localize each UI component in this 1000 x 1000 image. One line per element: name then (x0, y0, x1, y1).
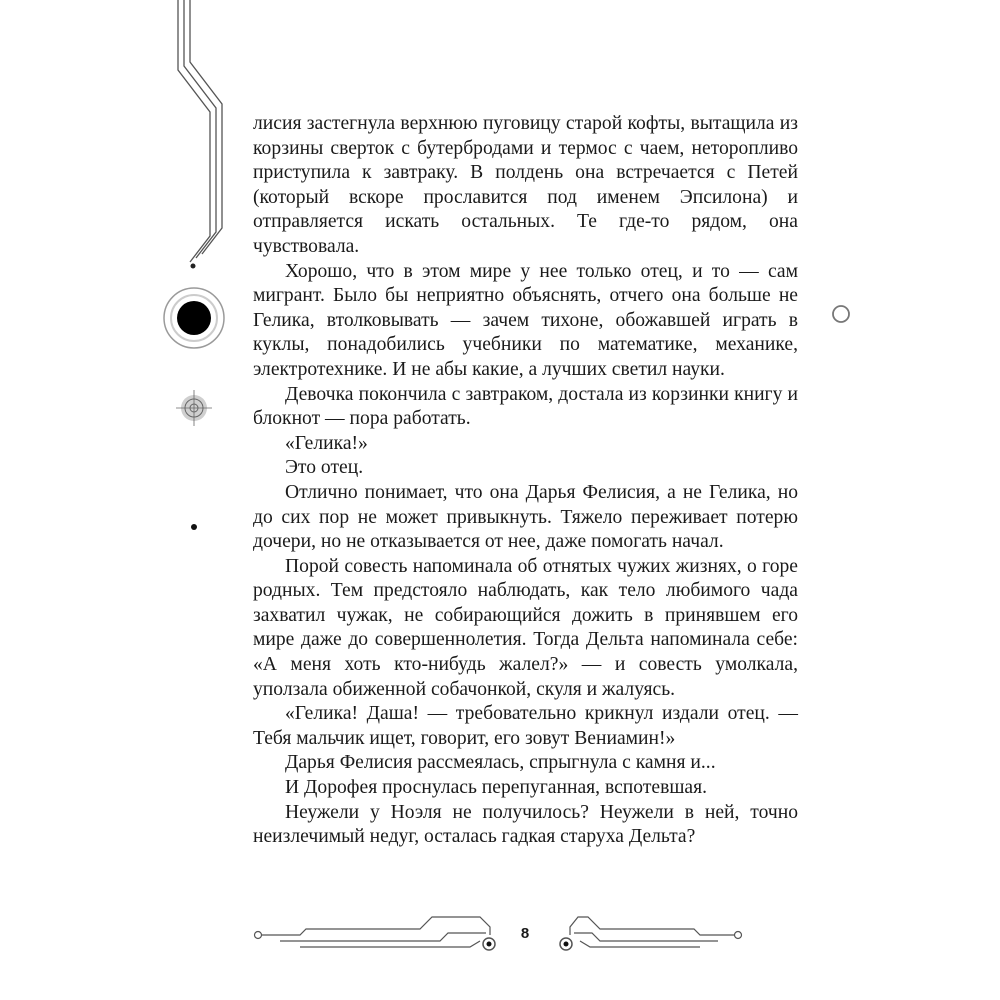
paragraph-4: «Гелика!» (285, 432, 368, 454)
paragraph-7: Порой совесть напоминала об отнятых чужих жизнях, о горе родных. Тем предстояло наблюдать, как тело любимого чада захватил чужак, не собирающийся дожить в принявшем его мире даже до совершеннолетия. Тогда Дельта напоминала себе: «А меня хоть кто-нибудь жалел?» — и совесть умолкала, уползала обиженной собачонкой, скуля и жалуясь. (253, 555, 798, 700)
paragraph-2: Хорошо, что в этом мире у нее только отец, и то — сам мигрант. Было бы неприятно объяснять, отчего она больше не Гелика, втолковывать — зачем тихоне, обожавшей играть в куклы, понадобились учебники по математике, механике, электротехнике. И не абы какие, а лучших светил науки. (253, 260, 798, 380)
paragraph-6: Отлично понимает, что она Дарья Фелисия, а не Гелика, но до сих пор не может привыкнуть. Тяжело переживает потерю дочери, но не отказывается от нее, даже помогать начал. (253, 481, 798, 553)
bottom-left-node-icon (483, 938, 495, 950)
paragraph-3: Девочка покончила с завтраком, достала из корзинки книгу и блокнот — пора работать. (253, 383, 798, 430)
body-text (253, 112, 798, 850)
paragraph-11: Неужели у Ноэля не получилось? Неужели в ней, точно неизлечимый недуг, осталась гадкая старуха Дельта? (253, 801, 798, 848)
paragraph-9: Дарья Фелисия рассмеялась, спрыгнула с камня и... (285, 752, 716, 774)
page-number: 8 (520, 925, 530, 942)
left-circuit-lines (178, 0, 222, 262)
paragraph-1: лисия застегнула верхнюю пуговицу старой кофты, вытащила из корзины сверток с бутербродами и термос с чаем, неторопливо приступила к завтраку. В полдень она встречается с Петей (который вскоре прославится под именем Эпсилона) и отправляется искать остальных. Те где-то рядом, она чувствовала. (253, 113, 798, 257)
paragraph-5: Это отец. (285, 457, 364, 479)
paragraph-10: И Дорофея проснулась перепуганная, вспотевшая. (285, 777, 708, 799)
right-ring-icon (833, 306, 849, 322)
large-ring-icon (164, 288, 224, 348)
bottom-right-circuit-lines (570, 917, 742, 947)
bottom-right-node-icon (560, 938, 572, 950)
target-crosshair-icon (176, 390, 212, 426)
small-dot-icon (191, 264, 196, 269)
paragraph-8: «Гелика! Даша! — требовательно крикнул издали отец. — Тебя мальчик ищет, говорит, его зовут Вениамин!» (253, 703, 798, 749)
bottom-left-circuit-lines (255, 917, 491, 947)
small-dot-icon-2 (191, 524, 197, 530)
